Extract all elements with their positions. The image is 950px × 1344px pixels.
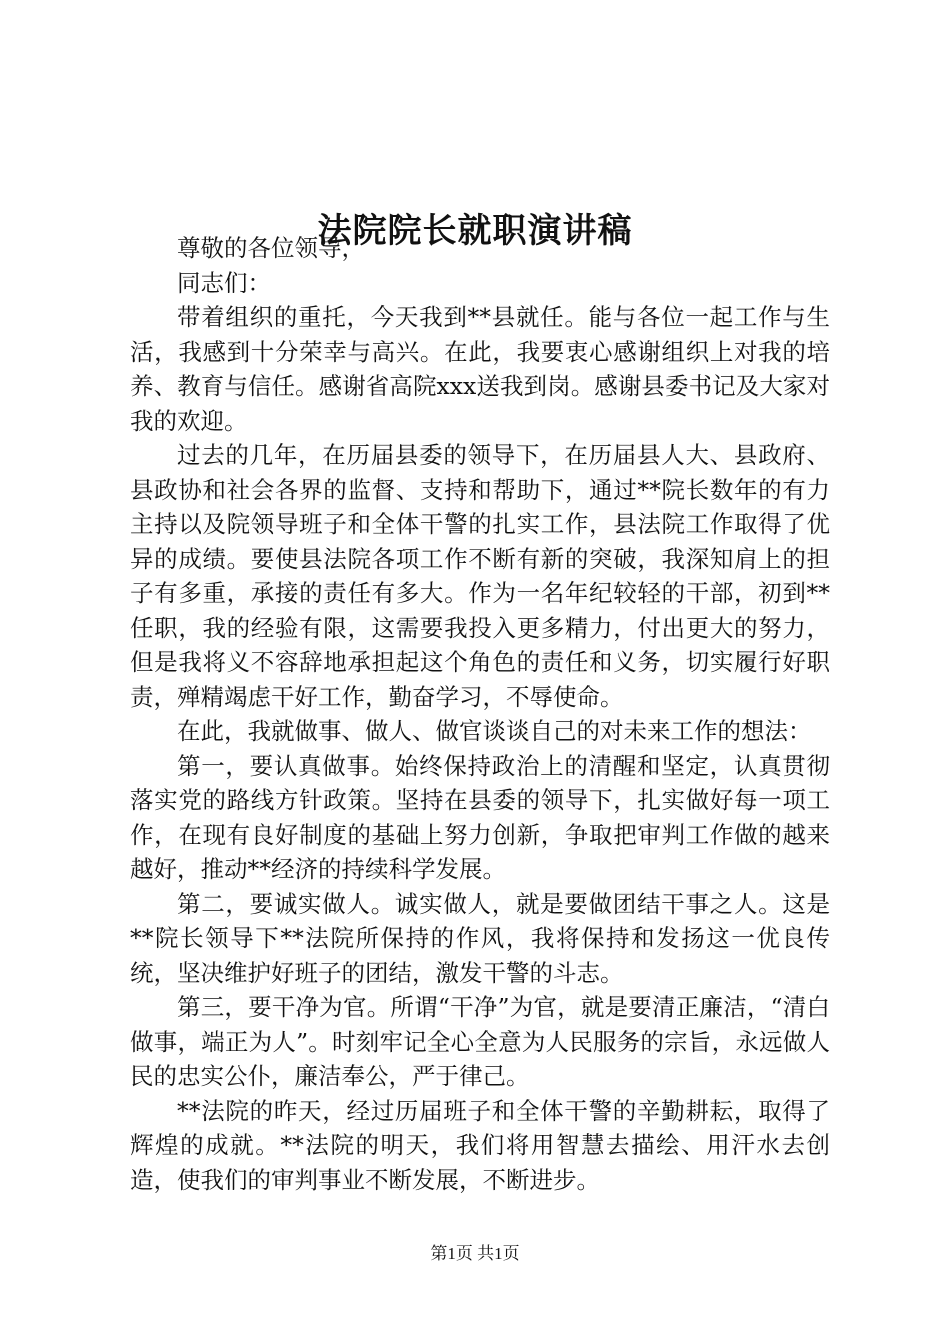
salutation-comrades: 同志们： — [177, 268, 271, 297]
document-title: 法院院长就职演讲稿 — [317, 210, 633, 251]
document-body — [130, 231, 830, 1197]
paragraph-second-point: 第二，要诚实做人。诚实做人，就是要做团结干事之人。这是**院长领导下**法院所保持的作风，我将保持和发扬这一优良传统，坚决维护好班子的团结，激发干警的斗志。 — [130, 889, 830, 987]
paragraph-conclusion: **法院的昨天，经过历届班子和全体干警的辛勤耕耘，取得了辉煌的成就。**法院的明天，我们将用智慧去描绘、用汗水去创造，使我们的审判事业不断发展，不断进步。 — [130, 1096, 830, 1194]
paragraph-past-years: 过去的几年，在历届县委的领导下，在历届县人大、县政府、县政协和社会各界的监督、支持和帮助下，通过**院长数年的有力主持以及院领导班子和全体干警的扎实工作，县法院工作取得了优异的成绩。要使县法院各项工作不断有新的突破，我深知肩上的担子有多重，承接的责任有多大。作为一名年纪较轻的干部，初到**任职，我的经验有限，这需要我投入更多精力，付出更大的努力，但是我将义不容辞地承担起这个角色的责任和义务，切实履行好职责，殚精竭虑干好工作，勤奋学习，不辱使命。 — [130, 441, 830, 711]
paragraph-introduction: 带着组织的重托，今天我到**县就任。能与各位一起工作与生活，我感到十分荣幸与高兴。在此，我要衷心感谢组织上对我的培养、教育与信任。感谢省高院xxx送我到岗。感谢县委书记及大家对我的欢迎。 — [130, 303, 830, 435]
paragraph-thoughts-intro: 在此，我就做事、做人、做官谈谈自己的对未来工作的想法： — [177, 717, 812, 745]
salutation-leaders: 尊敬的各位领导， — [177, 234, 365, 262]
page-number-footer: 第1页 共1页 — [430, 1244, 520, 1263]
paragraph-third-point: 第三，要干净为官。所谓“干净”为官，就是要清正廉洁，“清白做事，端正为人”。时刻牢记全心全意为人民服务的宗旨，永远做人民的忠实公仆，廉洁奉公，严于律己。 — [130, 993, 830, 1090]
paragraph-first-point: 第一，要认真做事。始终保持政治上的清醒和坚定，认真贯彻落实党的路线方针政策。坚持在县委的领导下，扎实做好每一项工作，在现有良好制度的基础上努力创新，争取把审判工作做的越来越好，推动**经济的持续科学发展。 — [130, 751, 830, 883]
